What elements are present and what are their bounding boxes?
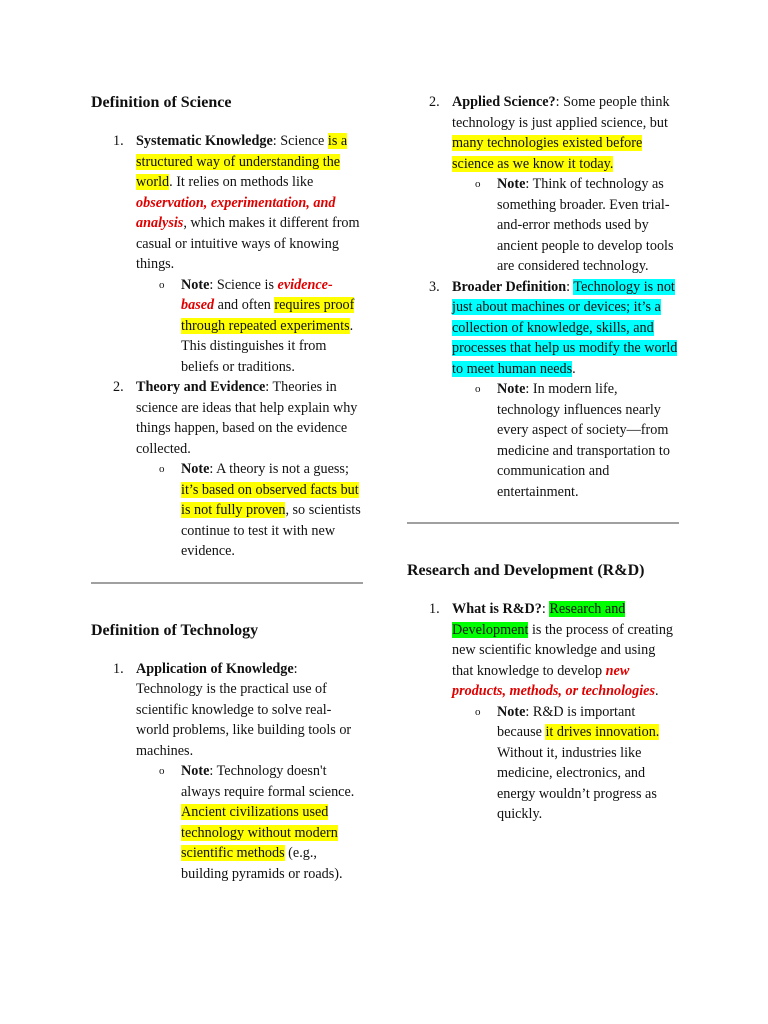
technology-list-continued bbox=[407, 92, 679, 502]
highlight-text: Research and Development bbox=[452, 601, 626, 638]
bullet-icon: o bbox=[475, 705, 481, 718]
note-text: . This distinguishes it from beliefs or traditions. bbox=[181, 317, 354, 375]
list-item bbox=[407, 92, 679, 277]
item-number: 2. bbox=[429, 94, 440, 110]
item-label: Theory and Evidence bbox=[136, 379, 266, 395]
list-item bbox=[91, 377, 363, 562]
highlight-text: it drives innovation. bbox=[545, 724, 660, 740]
note-item bbox=[452, 379, 679, 502]
technology-list bbox=[91, 659, 363, 885]
highlight-text: requires proof through repeated experiments bbox=[181, 297, 355, 334]
item-label: Systematic Knowledge bbox=[136, 133, 273, 149]
section-title-rnd: Research and Development (R&D) bbox=[407, 562, 645, 579]
bullet-icon: o bbox=[159, 278, 165, 291]
item-text: is the process of creating new scientific knowledge and using that knowledge to develop bbox=[452, 621, 674, 679]
note-text: Without it, industries like medicine, electronics, and energy wouldn’t progress as quickly. bbox=[497, 744, 657, 822]
item-number: 1. bbox=[113, 133, 124, 149]
item-number: 3. bbox=[429, 278, 440, 295]
list-item bbox=[91, 131, 363, 377]
note-text: : Think of technology as something broader. Even trial-and-error methods used by ancient people to develop tools are considered technology. bbox=[497, 176, 674, 274]
science-list bbox=[91, 131, 363, 562]
emphasis-text: observation, experimentation, and analysis bbox=[136, 194, 336, 231]
bullet-icon: o bbox=[475, 178, 481, 190]
note-label: Note bbox=[497, 176, 526, 192]
note-item bbox=[136, 761, 363, 884]
note-label: Note bbox=[181, 763, 210, 779]
highlight-text: Ancient civilizations used technology without modern scientific methods bbox=[181, 804, 338, 861]
bullet-icon: o bbox=[159, 463, 165, 475]
emphasis-text: new products, methods, or technologies bbox=[452, 662, 655, 699]
item-text: : bbox=[566, 278, 574, 295]
item-text: : Science bbox=[272, 133, 328, 149]
note-label: Note bbox=[497, 703, 526, 720]
note-label: Note bbox=[181, 461, 210, 477]
list-item bbox=[407, 599, 679, 825]
left-column bbox=[91, 92, 363, 884]
item-text: . bbox=[572, 360, 576, 377]
note-text: , so scientists continue to test it with new evidence. bbox=[181, 502, 361, 559]
note-label: Note bbox=[497, 381, 526, 397]
rnd-list bbox=[407, 599, 679, 825]
note-text: : A theory is not a guess; bbox=[209, 461, 349, 477]
note-text: and often bbox=[214, 297, 275, 313]
note-text: : Technology doesn't always require formal science. bbox=[181, 763, 355, 800]
item-label: What is R&D? bbox=[452, 601, 542, 617]
right-column bbox=[407, 92, 679, 825]
highlight-text: it’s based on observed facts but is not fully proven bbox=[181, 481, 359, 518]
bullet-icon: o bbox=[159, 765, 165, 777]
note-item bbox=[452, 702, 679, 825]
item-label: Broader Definition bbox=[452, 278, 567, 295]
note-label: Note bbox=[181, 276, 210, 293]
section-title-science: Definition of Science bbox=[91, 94, 232, 111]
item-label: Application of Knowledge bbox=[136, 660, 294, 677]
note-text: : Science is bbox=[209, 276, 278, 293]
item-text: . bbox=[654, 683, 659, 699]
note-item bbox=[136, 459, 363, 562]
list-item bbox=[91, 659, 363, 885]
item-label: Applied Science? bbox=[452, 94, 556, 110]
section-divider bbox=[407, 522, 679, 524]
note-item bbox=[136, 275, 363, 378]
bullet-icon: o bbox=[475, 383, 481, 395]
item-number: 2. bbox=[113, 379, 124, 395]
list-item bbox=[407, 277, 679, 503]
note-item bbox=[452, 174, 679, 277]
highlight-text: many technologies existed before science as we know it today. bbox=[452, 135, 643, 172]
item-text: : Technology is the practical use of scientific knowledge to solve real-world problems, like building tools or machines. bbox=[136, 660, 352, 759]
highlight-text: is a structured way of understanding the world bbox=[136, 133, 348, 190]
section-title-technology: Definition of Technology bbox=[91, 621, 259, 639]
item-text: , which makes it different from casual or intuitive ways of knowing things. bbox=[136, 215, 360, 272]
note-text: : R&D is important because bbox=[497, 703, 636, 740]
highlight-text: Technology is not just about machines or devices; it’s a collection of knowledge, skills, and processes that help us modify the world to meet human needs bbox=[452, 278, 678, 377]
item-text: : Some people think technology is just applied science, but bbox=[452, 94, 670, 131]
item-text: . It relies on methods like bbox=[169, 174, 314, 190]
item-number: 1. bbox=[429, 601, 440, 617]
item-text: : bbox=[541, 601, 550, 617]
item-text: : Theories in science are ideas that help explain why things happen, based on the evidence collected. bbox=[136, 379, 358, 457]
note-text: (e.g., building pyramids or roads). bbox=[181, 845, 343, 882]
note-text: : In modern life, technology influences nearly every aspect of society—from medicine and transportation to communication and entertainment. bbox=[497, 381, 670, 500]
item-number: 1. bbox=[113, 660, 124, 677]
section-divider bbox=[91, 582, 363, 584]
emphasis-text: evidence-based bbox=[181, 276, 333, 313]
